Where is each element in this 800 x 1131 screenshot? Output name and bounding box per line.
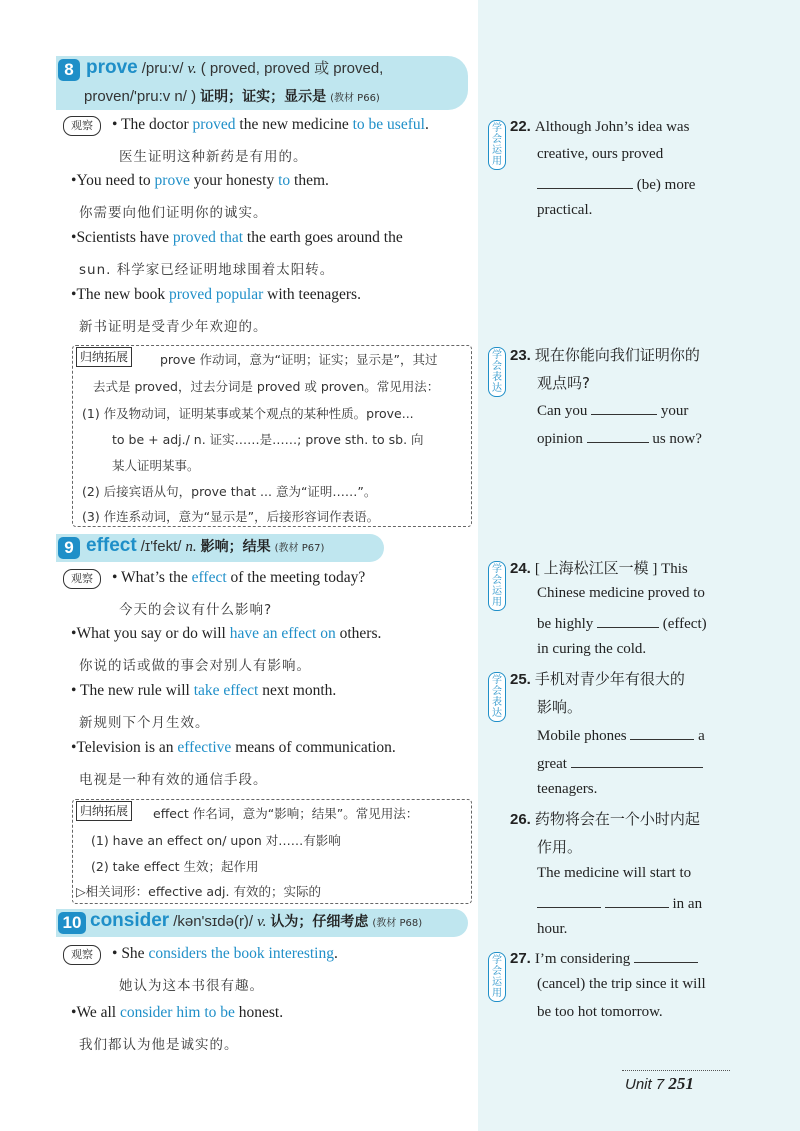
textbook-source: (教材 P66): [330, 93, 380, 104]
textbook-source: (教材 P68): [372, 918, 423, 929]
example-sentence: •We all consider him to be honest.: [71, 1004, 284, 1021]
phonetic: /kən'sɪdə(r)/: [173, 913, 254, 930]
question-text: The medicine will start to: [537, 865, 692, 881]
entry-number: 8: [58, 59, 80, 81]
question-text: Chinese medicine proved to: [537, 585, 705, 601]
chinese-definition: 影响；结果: [200, 539, 271, 555]
question-text: practical.: [537, 202, 593, 218]
headword: consider: [90, 910, 170, 931]
example-sentence: • She considers the book interesting.: [112, 945, 338, 962]
question-text: Mobile phones a: [537, 725, 705, 745]
question-text: Can you your: [537, 400, 688, 420]
example-translation: 医生证明这种新药是有用的。: [119, 149, 308, 165]
question-23: 23. 现在你能向我们证明你的: [510, 346, 700, 364]
example-sentence: •You need to prove your honesty to them.: [71, 172, 329, 189]
extension-line: 去式是 proved，过去分词是 proved 或 proven。常见用法：: [93, 379, 440, 394]
example-translation: 她认为这本书很有趣。: [119, 978, 264, 994]
observe-label: 观察: [63, 116, 101, 136]
example-sentence: • The doctor proved the new medicine to be useful.: [112, 116, 429, 133]
observe-label: 观察: [63, 945, 101, 965]
extension-line: (1) have an effect on/ upon 对……有影响: [91, 833, 341, 848]
entry-headline-2: [84, 86, 380, 106]
verb-forms-2: proven/'pru:v n/ ): [84, 88, 197, 105]
example-sentence: • The new rule will take effect next month.: [71, 682, 337, 699]
question-text: (cancel) the trip since it will: [537, 976, 706, 992]
example-translation: 你需要向他们证明你的诚实。: [79, 205, 268, 221]
question-text: in curing the cold.: [537, 641, 647, 657]
example-sentence: •Scientists have proved that the earth goes around the: [71, 229, 403, 246]
answer-blank[interactable]: [605, 893, 669, 908]
example-translation: 新规则下个月生效。: [79, 715, 210, 731]
extension-line: prove 作动词，意为“证明；证实；显示是”，其过: [160, 352, 438, 367]
question-24: 24. [ 上海松江区一模 ] This: [510, 560, 688, 577]
question-text: opinion us now?: [537, 428, 702, 448]
textbook-source: (教材 P67): [274, 543, 325, 554]
express-tag: 学会表达: [488, 347, 506, 397]
example-translation: 电视是一种有效的通信手段。: [79, 772, 268, 788]
part-of-speech: n.: [185, 539, 197, 555]
entry-number: 9: [58, 537, 80, 559]
extension-line: 某人证明某事。: [112, 458, 200, 473]
unit-label: Unit 7: [625, 1076, 665, 1093]
extension-label: 归纳拓展: [76, 347, 132, 367]
answer-blank[interactable]: [597, 613, 659, 628]
answer-blank[interactable]: [571, 753, 703, 768]
footer-rule: [622, 1070, 730, 1071]
example-sentence: • What’s the effect of the meeting today?: [112, 569, 366, 586]
question-text: teenagers.: [537, 781, 598, 797]
entry-headline: [86, 535, 324, 557]
question-text: 观点吗?: [537, 374, 590, 392]
question-text: be too hot tomorrow.: [537, 1004, 663, 1020]
question-22: 22. Although John’s idea was: [510, 118, 690, 135]
question-text: creative, ours proved: [537, 146, 664, 162]
observe-label: 观察: [63, 569, 101, 589]
answer-blank[interactable]: [537, 174, 633, 189]
entry-headline: [90, 910, 422, 932]
question-25: 25. 手机对青少年有很大的: [510, 670, 685, 688]
example-sentence-cont: sun. 科学家已经证明地球围着太阳转。: [79, 262, 335, 278]
answer-blank[interactable]: [587, 428, 649, 443]
example-sentence: •The new book proved popular with teenagers.: [71, 286, 361, 303]
extension-line: effect 作名词，意为“影响；结果”。常见用法：: [153, 806, 419, 821]
question-text: great: [537, 753, 703, 773]
page-number: 251: [668, 1074, 694, 1093]
answer-blank[interactable]: [537, 893, 601, 908]
extension-line: (1) 作及物动词，证明某事或某个观点的某种性质。prove...: [82, 406, 414, 421]
apply-tag: 学会运用: [488, 952, 506, 1002]
apply-tag: 学会运用: [488, 561, 506, 611]
entry-headline: [86, 57, 383, 79]
headword: effect: [86, 535, 137, 556]
chinese-definition: 证明；证实；显示是: [200, 89, 327, 105]
extension-line: (2) take effect 生效；起作用: [91, 859, 259, 874]
extension-line: (3) 作连系动词，意为“显示是”，后接形容词作表语。: [82, 509, 380, 524]
question-text: hour.: [537, 921, 568, 937]
example-translation: 你说的话或做的事会对别人有影响。: [79, 658, 311, 674]
page-footer: [625, 1074, 694, 1094]
express-tag: 学会表达: [488, 672, 506, 722]
question-text: 影响。: [537, 698, 583, 716]
phonetic: /ɪ'fekt/: [140, 538, 182, 555]
question-text: be highly (effect): [537, 613, 707, 633]
question-27: 27. I’m considering: [510, 948, 698, 968]
part-of-speech: v.: [187, 61, 197, 77]
extension-label: 归纳拓展: [76, 801, 132, 821]
example-sentence: •What you say or do will have an effect on others.: [71, 625, 382, 642]
headword: prove: [86, 57, 138, 78]
phonetic: /pru:v/: [141, 60, 184, 77]
verb-forms: ( proved, proved 或 proved,: [200, 60, 384, 77]
question-text: 作用。: [537, 838, 583, 856]
example-sentence: •Television is an effective means of communication.: [71, 739, 396, 756]
example-translation: 今天的会议有什么影响?: [119, 602, 273, 618]
example-translation: 我们都认为他是诚实的。: [79, 1037, 239, 1053]
example-translation: 新书证明是受青少年欢迎的。: [79, 319, 268, 335]
extension-line: ▷相关词形：effective adj. 有效的；实际的: [76, 884, 321, 899]
chinese-definition: 认为；仔细考虑: [270, 914, 369, 930]
extension-line: to be + adj./ n. 证实……是……; prove sth. to sb. 向: [112, 432, 424, 447]
question-text: in an: [537, 893, 702, 913]
answer-blank[interactable]: [630, 725, 694, 740]
triangle-icon: ▷: [76, 884, 86, 899]
entry-number: 10: [58, 912, 86, 934]
extension-line: (2) 后接宾语从句，prove that ... 意为“证明……”。: [82, 484, 377, 499]
part-of-speech: v.: [257, 914, 267, 930]
question-26: 26. 药物将会在一个小时内起: [510, 810, 700, 828]
apply-tag: 学会运用: [488, 120, 506, 170]
answer-blank[interactable]: [634, 948, 698, 963]
answer-blank[interactable]: [591, 400, 657, 415]
question-text: (be) more: [537, 174, 695, 194]
